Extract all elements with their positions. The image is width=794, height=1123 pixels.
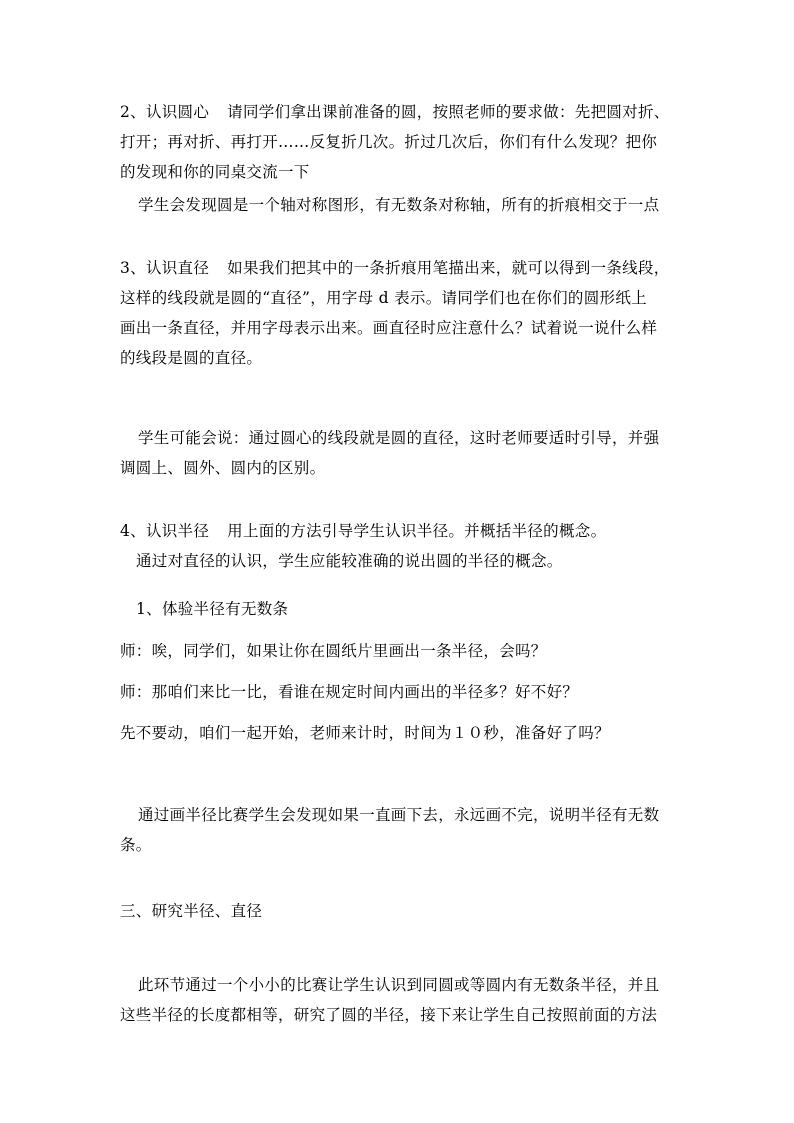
section-3-paragraph (120, 253, 680, 373)
section-2-heading: 2、认识圆心 (120, 103, 210, 121)
section-4-dialog (120, 636, 680, 748)
part-3-paragraph (120, 970, 680, 1030)
section-2-text-2: 打开；再对折、再打开……反复折几次。折过几次后，你们有什么发现？把你 (120, 133, 658, 151)
section-2-paragraph (120, 97, 680, 187)
part-3-heading: 三、研究半径、直径 (120, 902, 263, 920)
section-3-answer-1: 学生可能会说：通过圆心的线段就是圆的直径，这时老师要适时引导，并强 (138, 429, 660, 447)
section-2-observation (138, 190, 698, 220)
section-3-text-2: 这样的线段就是圆的“直径”，用字母 d 表示。请同学们也在你们的圆形纸上 (120, 289, 647, 307)
section-3-text-1: 如果我们把其中的一条折痕用笔描出来，就可以得到一条线段， (227, 259, 670, 277)
section-4-conclusion-2: 条。 (120, 836, 152, 854)
teacher-dialog-3: 先不要动，咱们一起开始，老师来计时，时间为１０秒，准备好了吗？ (120, 724, 610, 742)
section-3-answer (120, 423, 680, 483)
part-3-text-2: 这些半径的长度都相等，研究了圆的半径，接下来让学生自己按照前面的方法 (120, 1006, 658, 1024)
section-4-text-1: 用上面的方法引导学生认识半径。并概括半径的概念。 (227, 522, 607, 540)
part-3-text-1: 此环节通过一个小小的比赛让学生认识到同圆或等圆内有无数条半径，并且 (138, 976, 660, 994)
section-2-text-1: 请同学们拿出课前准备的圆，按照老师的要求做：先把圆对折、 (227, 103, 670, 121)
section-4-paragraph (120, 516, 680, 576)
part-3-heading-block (120, 896, 680, 926)
section-2-text-3: 的发现和你的同桌交流一下 (120, 163, 310, 181)
teacher-dialog-2: 师：那咱们来比一比，看谁在规定时间内画出的半径多？好不好？ (120, 683, 579, 701)
section-3-heading: 3、认识直径 (120, 259, 210, 277)
section-4-text-2: 通过对直径的认识，学生应能较准确的说出圆的半径的概念。 (136, 552, 563, 570)
section-4-conclusion-1: 通过画半径比赛学生会发现如果一直画下去，永远画不完，说明半径有无数 (138, 806, 660, 824)
section-3-text-4: 的线段是圆的直径。 (120, 349, 263, 367)
section-3-text-3: 画出一条直径，并用字母表示出来。画直径时应注意什么？试着说一说什么样 (120, 319, 658, 337)
section-3-answer-2: 调圆上、圆外、圆内的区别。 (120, 459, 326, 477)
section-4-subheading: 1、体验半径有无数条 (136, 600, 289, 618)
section-4-conclusion (120, 800, 680, 860)
section-4-line-1 (120, 516, 680, 546)
section-4-heading: 4、认识半径 (120, 522, 210, 540)
section-4-subheading-block (120, 594, 680, 624)
section-2-text-4: 学生会发现圆是一个轴对称图形，有无数条对称轴，所有的折痕相交于一点 (138, 196, 660, 214)
section-3-line-1 (120, 253, 680, 283)
section-2-line-1 (120, 97, 680, 127)
teacher-dialog-1: 师：唉，同学们，如果让你在圆纸片里画出一条半径，会吗？ (120, 642, 547, 660)
